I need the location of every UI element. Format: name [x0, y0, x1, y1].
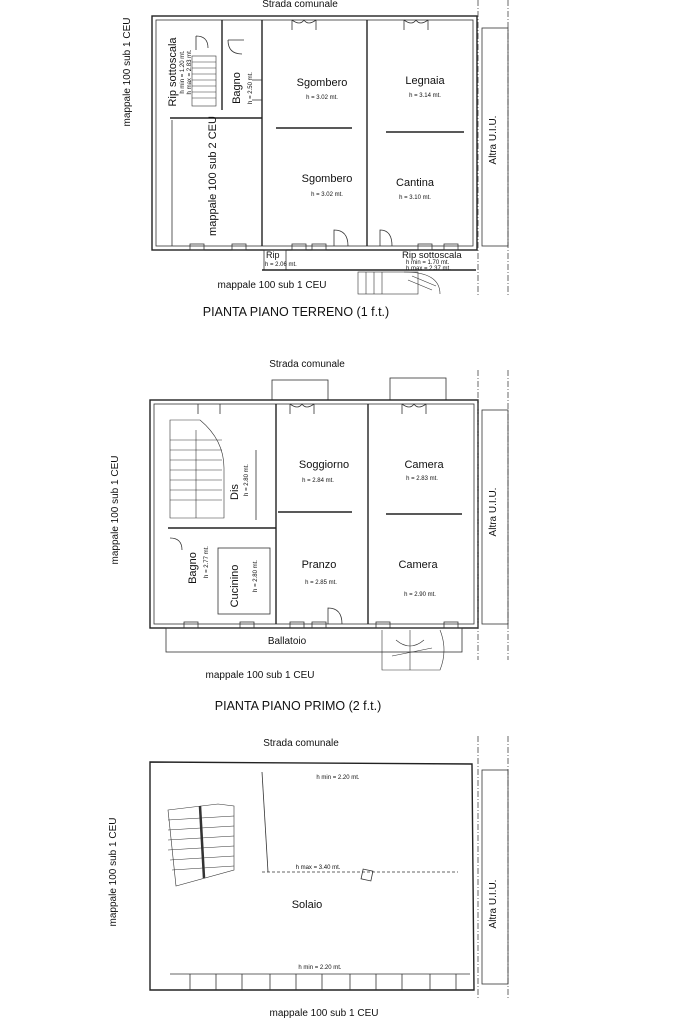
ground-room-bagno: Bagno	[231, 72, 243, 104]
ground-room-sgombero-2: Sgombero	[301, 173, 353, 185]
attic-chimney	[361, 869, 373, 881]
first-balcony	[272, 380, 328, 400]
ground-room-rip: Rip	[266, 250, 280, 260]
ground-side-right-label: Altra U.I.U.	[488, 115, 499, 165]
first-room-ballatoio: Ballatoio	[267, 636, 307, 647]
first-stairs	[170, 420, 444, 670]
attic-hmin-bottom: h min = 2.20 mt.	[298, 965, 342, 971]
first-room-camera-2: Camera	[398, 559, 438, 571]
first-ballatoio-outline	[166, 628, 462, 652]
ground-room-sgombero-1: Sgombero	[296, 77, 348, 89]
ground-bottom-label: mappale 100 sub 1 CEU	[217, 280, 327, 291]
attic-street-label: Strada comunale	[263, 738, 339, 749]
first-room-cucinino-height: h = 2.80 mt.	[253, 560, 259, 592]
ground-room-rip-sottoscala-hmin: h min = 1.20 mt.	[180, 50, 186, 94]
attic-hmin-top: h min = 2.20 mt.	[316, 775, 360, 781]
first-room-soggiorno-height: h = 2.84 mt.	[302, 478, 334, 484]
ground-room-legnaia: Legnaia	[405, 75, 445, 87]
ground-street-label: Strada comunale	[262, 0, 338, 10]
first-floor-caption: PIANTA PIANO PRIMO (2 f.t.)	[214, 699, 382, 713]
ground-side-left-label: mappale 100 sub 1 CEU	[122, 17, 133, 127]
first-balcony	[390, 378, 446, 400]
first-side-left-label: mappale 100 sub 1 CEU	[110, 455, 121, 565]
attic-bottom-marks	[170, 974, 470, 990]
first-room-bagno-height: h = 2.77 mt.	[204, 546, 210, 578]
ground-room-rip-sottoscala: Rip sottoscala	[167, 37, 179, 107]
attic-hmax: h max = 3.40 mt.	[295, 865, 341, 871]
attic-side-left-label: mappale 100 sub 1 CEU	[108, 817, 119, 927]
ground-room-sgombero-2-height: h = 3.02 mt.	[311, 192, 343, 198]
ground-room-sgombero-1-height: h = 3.02 mt.	[306, 95, 338, 101]
attic-side-right-label: Altra U.I.U.	[488, 879, 499, 929]
ground-room-rip-height: h = 2.06 mt.	[265, 262, 297, 268]
first-room-camera-2-height: h = 2.90 mt.	[404, 592, 436, 598]
ground-outer-wall	[152, 16, 477, 250]
first-bottom-label: mappale 100 sub 1 CEU	[205, 670, 315, 681]
attic-neighbour-wall	[482, 770, 508, 984]
first-room-dis-height: h = 2.80 mt.	[244, 464, 250, 496]
ground-room-legnaia-height: h = 3.14 mt.	[409, 93, 441, 99]
ground-room-rip-sottoscala-hmax: h max = 2.83 mt.	[187, 49, 193, 95]
attic-partition	[262, 772, 268, 872]
first-room-pranzo: Pranzo	[301, 559, 337, 571]
ground-doors	[196, 20, 428, 246]
ground-room-cantina-height: h = 3.10 mt.	[399, 195, 431, 201]
first-windows	[184, 622, 458, 628]
ground-room-rip-sottoscala-2: Rip sottoscala	[402, 250, 462, 261]
first-room-bagno: Bagno	[187, 552, 199, 584]
first-room-soggiorno: Soggiorno	[298, 459, 350, 471]
attic-stairs	[168, 804, 234, 886]
ground-room-rip-sottoscala-2-hmin: h min = 1.70 mt.	[406, 260, 450, 266]
first-room-dis: Dis	[229, 484, 241, 500]
attic-bottom-label: mappale 100 sub 1 CEU	[269, 1008, 379, 1019]
attic-room-solaio: Solaio	[291, 899, 323, 911]
first-floor-plan	[110, 359, 508, 713]
ground-floor-caption: PIANTA PIANO TERRENO (1 f.t.)	[202, 305, 390, 319]
ground-room-cantina: Cantina	[396, 177, 434, 189]
ground-floor-plan	[122, 0, 508, 319]
first-street-label: Strada comunale	[269, 359, 345, 370]
first-room-cucinino: Cucinino	[229, 564, 241, 608]
ground-sub2-label: mappale 100 sub 2 CEU	[207, 116, 219, 236]
attic-outer-wall	[150, 762, 474, 990]
ground-room-rip-sottoscala-2-hmax: h max = 2.37 mt.	[406, 266, 451, 272]
first-room-camera-1-height: h = 2.83 mt.	[406, 476, 438, 482]
attic-plan	[108, 736, 508, 1019]
ground-inner-wall	[156, 20, 473, 246]
first-room-camera-1: Camera	[404, 459, 444, 471]
ground-room-bagno-height: h = 2.50 mt.	[248, 72, 254, 104]
first-side-right-label: Altra U.I.U.	[488, 487, 499, 537]
first-cucinino-wall	[218, 548, 270, 614]
first-room-pranzo-height: h = 2.85 mt.	[305, 580, 337, 586]
